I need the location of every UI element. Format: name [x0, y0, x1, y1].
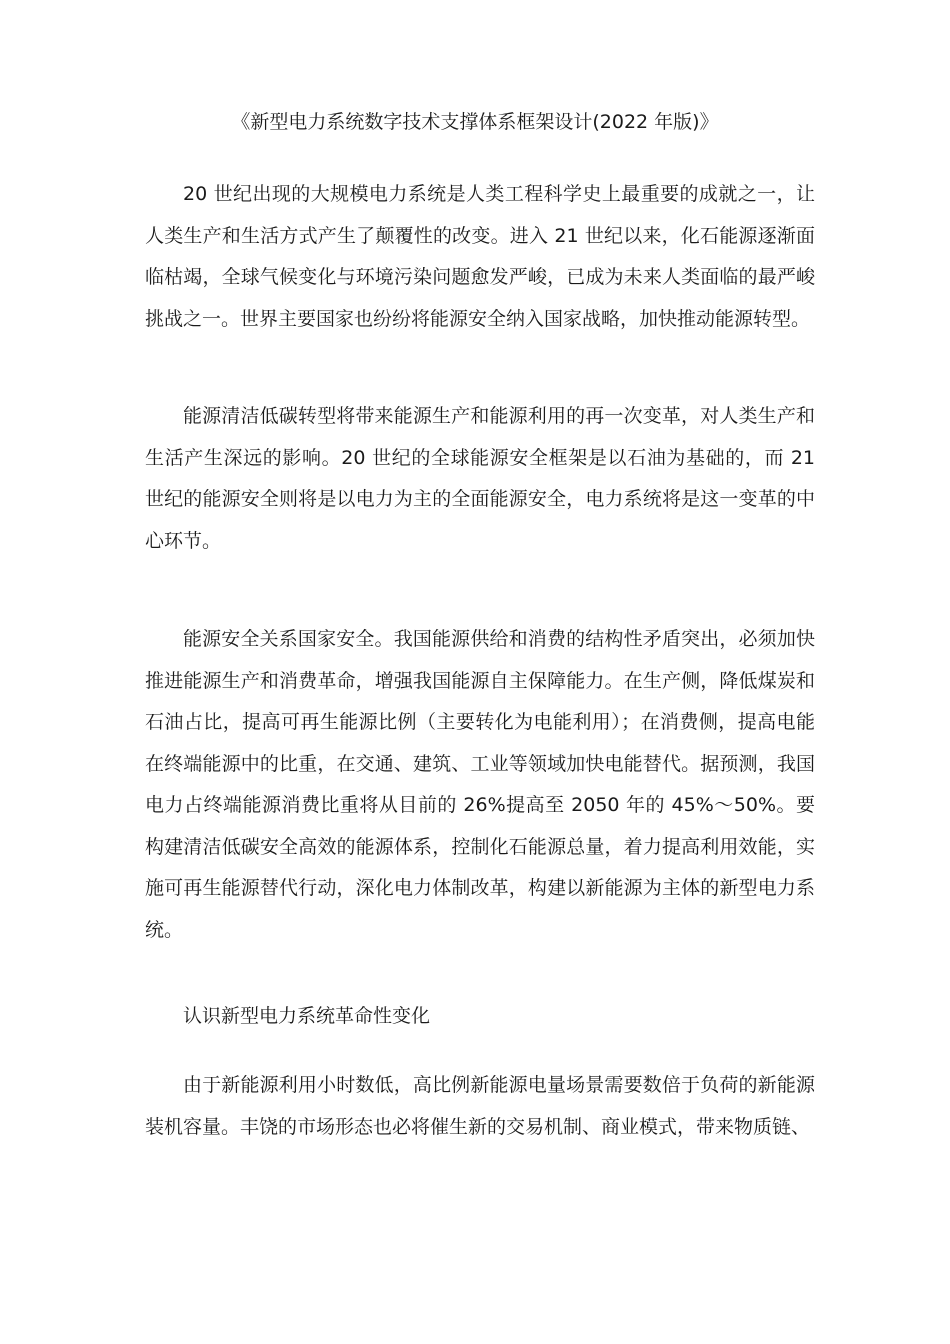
- paragraph-3: 能源安全关系国家安全。我国能源供给和消费的结构性矛盾突出，必须加快推进能源生产和消费革命，增强我国能源自主保障能力。在生产侧，降低煤炭和石油占比，提高可再生能源比例（主要转化为电能利用）；在消费侧，提高电能在终端能源中的比重，在交通、建筑、工业等领域加快电能替代。据预测，我国电力占终端能源消费比重将从目前的 26%提高至 2050 年的 45%～50%。要构建清洁低碳安全高效的能源体系，控制化石能源总量，着力提高利用效能，实施可再生能源替代行动，深化电力体制改革，构建以新能源为主体的新型电力系统。: [145, 628, 815, 941]
- document-title: 《新型电力系统数字技术支撑体系框架设计(2022 年版)》: [231, 111, 719, 133]
- paragraph-4: 由于新能源利用小时数低，高比例新能源电量场景需要数倍于负荷的新能源装机容量。丰饶的市场形态也必将催生新的交易机制、商业模式，带来物质链、: [145, 1074, 815, 1138]
- paragraph-2: 能源清洁低碳转型将带来能源生产和能源利用的再一次变革，对人类生产和生活产生深远的影响。20 世纪的全球能源安全框架是以石油为基础的，而 21 世纪的能源安全则将是以电力为主的全面能源安全，电力系统将是这一变革的中心环节。: [145, 405, 815, 552]
- section-heading: 认识新型电力系统革命性变化: [183, 1005, 431, 1027]
- paragraph-1: 20 世纪出现的大规模电力系统是人类工程科学史上最重要的成就之一，让人类生产和生活方式产生了颠覆性的改变。进入 21 世纪以来，化石能源逐渐面临枯竭，全球气候变化与环境污染问题愈发严峻，已成为未来人类面临的最严峻挑战之一。世界主要国家也纷纷将能源安全纳入国家战略，加快推动能源转型。: [145, 183, 815, 330]
